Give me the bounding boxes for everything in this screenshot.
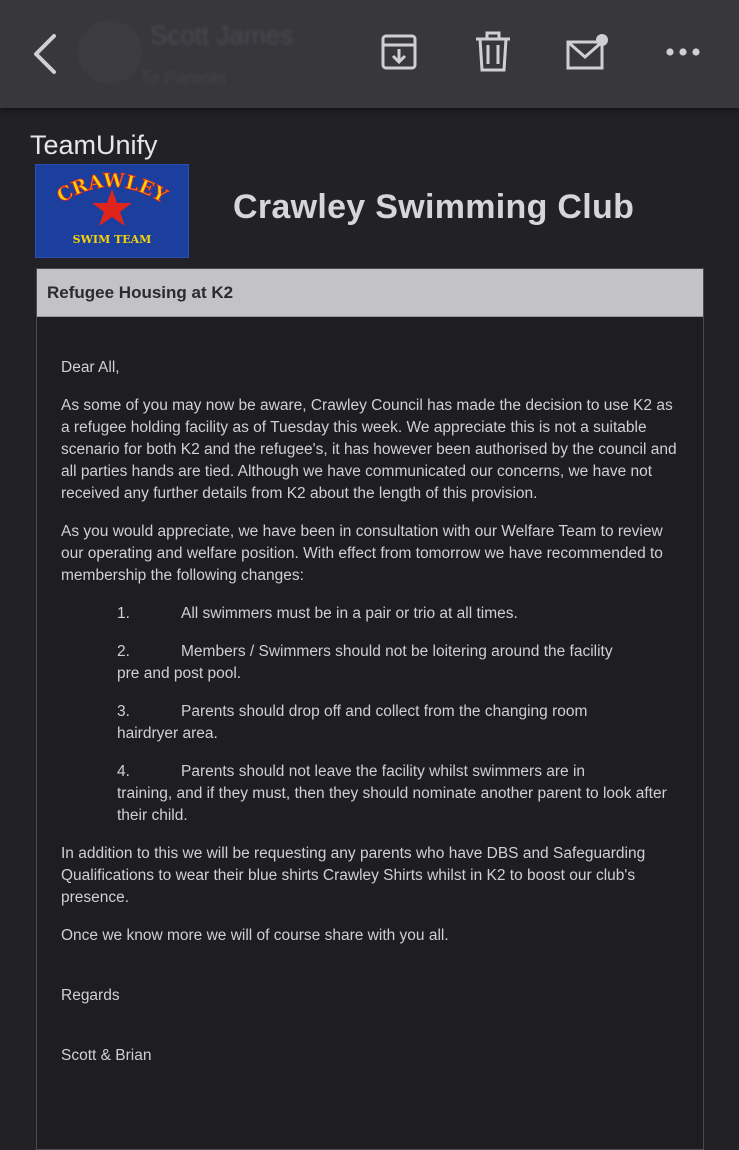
closing: Regards [61,987,120,1004]
archive-icon [379,32,419,72]
back-arrow-icon [30,32,58,76]
list-item [61,701,681,745]
mark-unread-icon [564,32,610,72]
list-number: 3. [117,703,130,720]
logo-top-text: CRAWLEY [53,169,171,208]
paragraph-1: As some of you may now be aware, Crawley Council has made the decision to use K2 as a refugee holding facility as of Tuesday this week. We appreciate this is not a suitable scenario for both K2 and the refugee's, it has however been authorised by the council and all parties hands are tied. Although we have communicated our concerns, we have not received any further details from K2 about the length of this provision. [61,397,677,502]
logo-star [92,189,132,226]
sender-name: Scott James [150,20,294,50]
list-number: 4. [117,763,130,780]
subject-bar [37,269,703,317]
club-name: Crawley Swimming Club [233,188,635,226]
delete-button[interactable] [469,28,517,76]
signature: Scott & Brian [61,1047,152,1064]
list-text-continued: training, and if they must, then they should nominate another parent to look after their child. [117,785,667,824]
list-text: Parents should drop off and collect from the changing room [181,703,588,720]
paragraph-3: In addition to this we will be requesting any parents who have DBS and Safeguarding Qualifications to wear their blue shirts Crawley Shirts whilst in K2 to boost our club's presence. [61,845,646,906]
list-text: All swimmers must be in a pair or trio at all times. [181,605,518,622]
archive-button[interactable] [375,28,423,76]
email-body [61,357,681,1083]
list-number: 1. [117,605,130,622]
brand-name: TeamUnify [30,130,158,160]
list-text-continued: pre and post pool. [117,665,242,682]
more-button[interactable] [659,28,707,76]
sender-avatar [78,20,142,84]
paragraph-4: Once we know more we will of course share with you all. [61,927,449,944]
more-icon [663,46,703,58]
list-item [61,761,681,827]
logo-bottom-text: SWIM TEAM [72,233,152,246]
list-item [61,641,681,685]
email-card [36,268,704,1150]
club-logo [35,164,189,258]
list-item [61,603,681,625]
list-number: 2. [117,643,130,660]
mark-unread-button[interactable] [563,28,611,76]
trash-icon [473,31,513,73]
greeting: Dear All, [61,359,120,376]
paragraph-2: As you would appreciate, we have been in consultation with our Welfare Team to review our operating and welfare position. With effect from tomorrow we have recommended to membership the following changes: [61,523,663,584]
email-toolbar [0,0,739,108]
list-text: Members / Swimmers should not be loitering around the facility [181,643,613,660]
list-text-continued: hairdryer area. [117,725,218,742]
email-subject: Refugee Housing at K2 [47,282,234,302]
list-text: Parents should not leave the facility whilst swimmers are in [181,763,586,780]
back-button[interactable] [22,26,66,82]
sender-subtitle: To Parents [140,68,227,88]
